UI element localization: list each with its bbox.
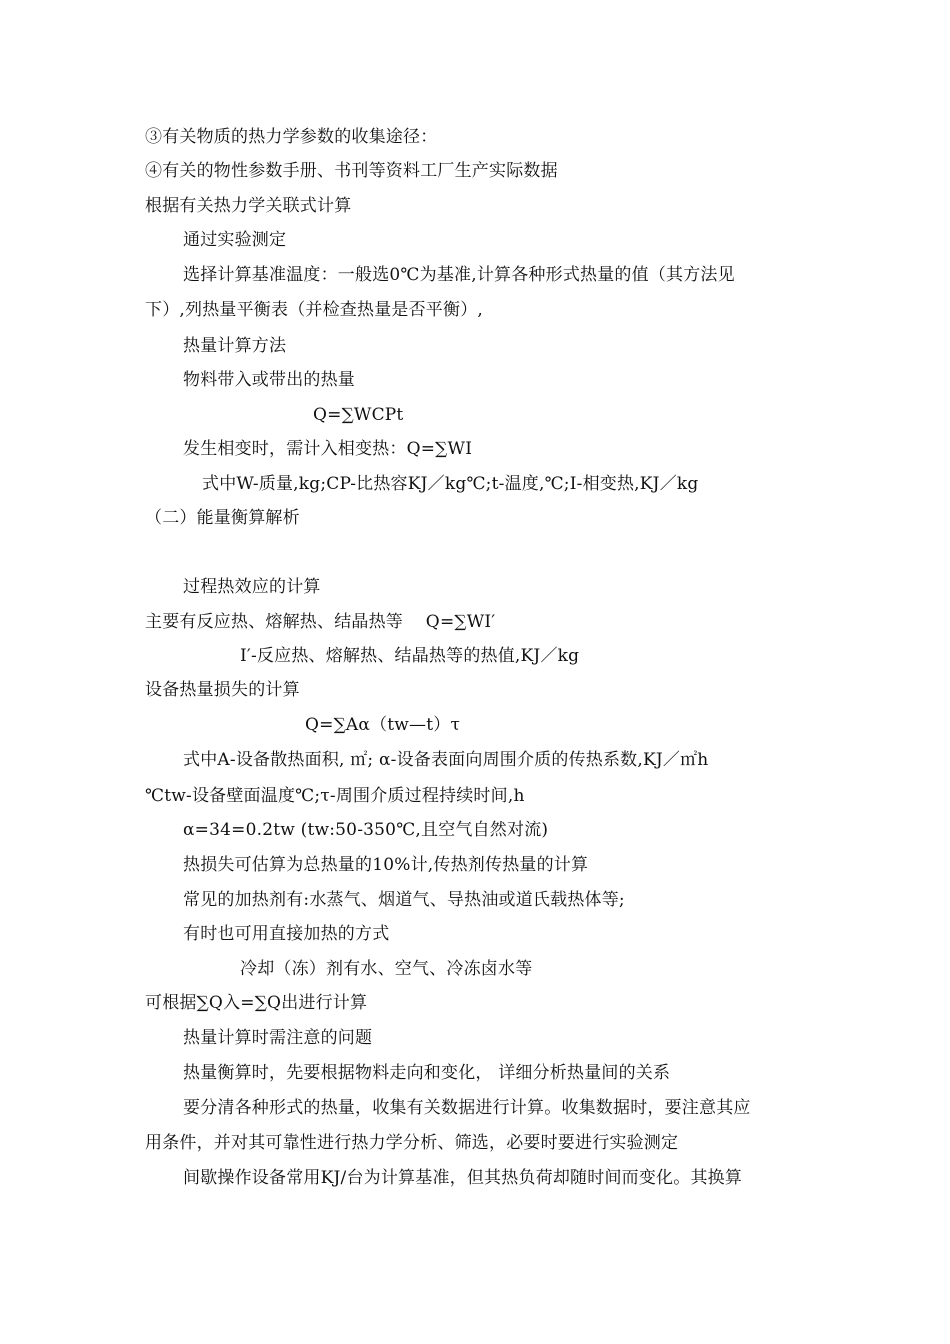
text-line: 常见的加热剂有:水蒸气、烟道气、导热油或道氏载热体等; xyxy=(183,890,625,910)
formula-line: Q=∑Aα（tw—t）τ xyxy=(305,715,461,735)
text-line: 冷却（冻）剂有水、空气、冷冻卤水等 xyxy=(240,959,533,979)
text-line: 选择计算基准温度：一般选0℃为基准,计算各种形式热量的值（其方法见 xyxy=(183,265,735,285)
text-line: α=34=0.2tw (tw:50-350℃,且空气自然对流) xyxy=(183,820,549,840)
text-line: 用条件，并对其可靠性进行热力学分析、筛选，必要时要进行实验测定 xyxy=(145,1133,679,1153)
text-line: 物料带入或带出的热量 xyxy=(183,370,355,390)
text-line: 发生相变时，需计入相变热：Q=∑WI xyxy=(183,439,473,459)
text-line: 要分清各种形式的热量，收集有关数据进行计算。收集数据时，要注意其应 xyxy=(183,1098,751,1118)
text-line: 通过实验测定 xyxy=(183,230,287,250)
text-line: 间歇操作设备常用KJ/台为计算基准，但其热负荷却随时间而变化。其换算 xyxy=(183,1168,743,1188)
text-line: 热量计算方法 xyxy=(183,336,287,356)
text-line: 设备热量损失的计算 xyxy=(145,680,300,700)
text-line: 有时也可用直接加热的方式 xyxy=(183,924,390,944)
text-line: 主要有反应热、熔解热、结晶热等 Q=∑WI′ xyxy=(145,612,496,632)
text-line: ③有关物质的热力学参数的收集途径： xyxy=(145,127,438,147)
text-line: 式中A-设备散热面积, ㎡; α-设备表面向周围介质的传热系数,KJ／㎡h xyxy=(183,750,709,770)
text-line: 下）,列热量平衡表（并检查热量是否平衡）, xyxy=(145,300,484,320)
text-line: 根据有关热力学关联式计算 xyxy=(145,196,352,216)
text-line: 热损失可估算为总热量的10%计,传热剂传热量的计算 xyxy=(183,855,589,875)
text-line: ④有关的物性参数手册、书刊等资料工厂生产实际数据 xyxy=(145,161,558,181)
text-line: 式中W-质量,kg;CP-比热容KJ／kg℃;t-温度,℃;I-相变热,KJ／kg xyxy=(202,474,699,494)
section-heading: （二）能量衡算解析 xyxy=(145,508,300,528)
text-line: 过程热效应的计算 xyxy=(183,577,321,597)
text-line: 热量衡算时，先要根据物料走向和变化， 详细分析热量间的关系 xyxy=(183,1063,671,1083)
formula-line: Q=∑WCPt xyxy=(313,405,404,425)
text-line: ℃tw-设备壁面温度℃;τ-周围介质过程持续时间,h xyxy=(145,786,525,806)
text-line: 热量计算时需注意的问题 xyxy=(183,1028,373,1048)
text-line: 可根据∑Q入=∑Q出进行计算 xyxy=(145,993,368,1013)
text-line: I′-反应热、熔解热、结晶热等的热值,KJ／kg xyxy=(240,646,580,666)
